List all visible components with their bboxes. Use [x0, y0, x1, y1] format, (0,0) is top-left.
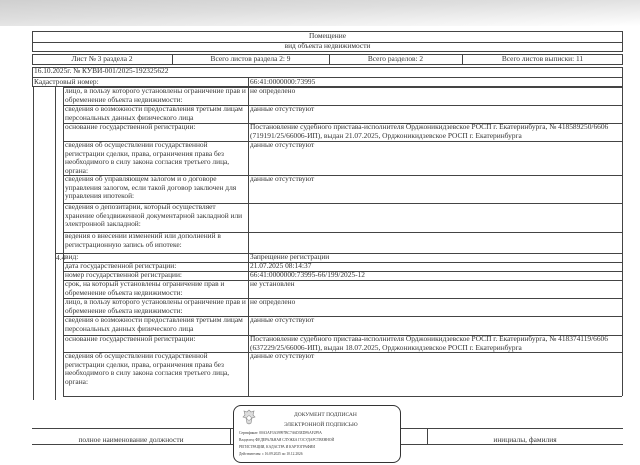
- row-value: данные отсутствуют: [250, 352, 315, 360]
- row-label: лицо, в пользу которого установлены ограничение прав и обременение объекта недвижимости:: [65, 298, 246, 315]
- row-value: Постановление судебного пристава-исполнителя Орджоникидзевское РОСП г. Екатеринбурга, № 418589250/6606 (719191/25/66006-ИП), выдан 21.07.2025, Орджоникидзевское РОСП г. Екатеринбурга: [250, 123, 609, 140]
- stamp-owner: Владелец: ФЕДЕРАЛЬНАЯ СЛУЖБА ГОСУДАРСТВЕННОЙ: [239, 438, 335, 442]
- scan-shadow: [0, 0, 640, 26]
- sheets-total: Всего листов выписки: 11: [501, 55, 584, 63]
- row-divider: [63, 396, 622, 397]
- cadastral-value: 66:41:0000000:73995: [250, 78, 316, 86]
- row-label: основание государственной регистрации:: [65, 335, 196, 343]
- stamp-validity: Действителен: с 16.09.2025 по 10.12.2026: [239, 452, 303, 456]
- row-label: сведения о возможности предоставления третьим лицам персональных данных физического лица: [65, 316, 243, 333]
- row-label: номер государственной регистрации:: [65, 271, 182, 279]
- row-label: сведения о депозитарии, который осуществляет хранение обездвиженной документарной закладной или электронной закладной:: [65, 203, 243, 229]
- row-value: данные отсутствуют: [250, 175, 315, 183]
- stamp-subtitle: ЭЛЕКТРОННОЙ ПОДПИСЬЮ: [284, 422, 358, 428]
- row-value: [248, 203, 622, 232]
- stamp-title: ДОКУМЕНТ ПОДПИСАН: [294, 412, 357, 418]
- row-label: ведения о внесении изменений или дополнений в регистрационную запись об ипотеке:: [65, 232, 221, 249]
- row-label: сведения об осуществлении государственной регистрации сделки, права, ограничения права без необходимого в силу закона согласия третьего лица, органа:: [65, 141, 230, 175]
- divider: [230, 428, 231, 444]
- row-label: сведения об осуществлении государственной регистрации сделки, права, ограничения права без необходимого в силу закона согласия третьего лица, органа:: [65, 352, 230, 386]
- row-label: вид:: [65, 253, 79, 261]
- row-label: сведения об управляющем залогом и о договоре управления залогом, если такой договор заключен для управления ипотекой:: [65, 175, 237, 201]
- right-border: [622, 87, 623, 396]
- row-value: Постановление судебного пристава-исполнителя Орджоникидзевское РОСП г. Екатеринбурга, № 418374119/6606 (637229/25/66006-ИП), выдан 18.07.2025, Орджоникидзевское РОСП г. Екатеринбурга: [250, 335, 608, 352]
- sections-total: Всего разделов: 2: [367, 55, 424, 63]
- row-value: не определено: [250, 87, 296, 95]
- row-value: данные отсутствуют: [250, 141, 315, 149]
- sheets-in-section: Всего листов раздела 2: 9: [210, 55, 291, 63]
- row-value: [248, 232, 622, 253]
- stamp-owner-cont: РЕГИСТРАЦИИ, КАДАСТРА И КАРТОГРАФИИ: [239, 445, 315, 449]
- row-value: не установлен: [250, 280, 295, 288]
- row-label: срок, на который установлены ограничение прав и обременение объекта недвижимости:: [65, 280, 225, 297]
- row-value: 66:41:0000000:73995-66/199/2025-12: [250, 271, 365, 279]
- name-caption: инициалы, фамилия: [493, 436, 557, 444]
- stamp-certificate: Сертификат: 00A3AF3A39997BC7A6D3EDF6AF2F9A: [239, 431, 322, 435]
- row-value: 21.07.2025 08:14:37: [250, 262, 312, 270]
- row-value: не определено: [250, 298, 296, 306]
- row-label: дата государственной регистрации:: [65, 262, 177, 270]
- emblem-icon: [242, 409, 256, 425]
- row-value: данные отсутствуют: [250, 316, 315, 324]
- cadastral-label: Кадастровый номер:: [34, 78, 99, 86]
- object-type-caption: вид объекта недвижимости: [284, 42, 371, 50]
- position-caption: полное наименование должности: [78, 436, 184, 444]
- left-border: [33, 87, 34, 400]
- object-type: Помещение: [308, 32, 346, 40]
- sheet-number: Лист № 3 раздела 2: [71, 55, 133, 63]
- section-column-border: [55, 87, 56, 400]
- row-label: сведения о возможности предоставления третьим лицам персональных данных физического лица: [65, 105, 243, 122]
- row-value: Запрещение регистрации: [250, 253, 330, 261]
- row-label: основание государственной регистрации:: [65, 123, 196, 131]
- row-label: лицо, в пользу которого установлены ограничение прав и обременение объекта недвижимости:: [65, 87, 246, 104]
- extract-ref: 16.10.2025г. № КУВИ-001/2025-192325622: [34, 67, 169, 75]
- electronic-signature-stamp: [233, 405, 401, 463]
- row-value: данные отсутствуют: [250, 105, 315, 113]
- section-number: 4.4: [56, 254, 66, 262]
